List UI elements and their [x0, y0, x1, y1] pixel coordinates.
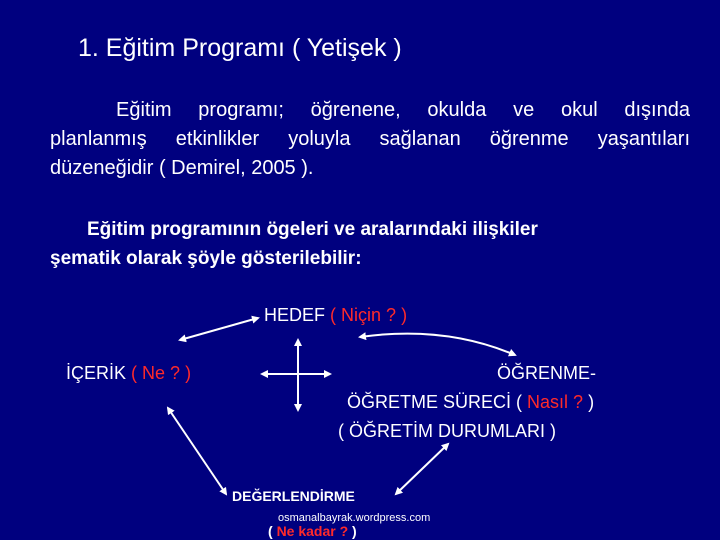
- arrow-icerik-hedef: [180, 318, 258, 340]
- definition-line-3: düzeneğidir ( Demirel, 2005 ).: [50, 157, 314, 179]
- arrow-icerik-degerlendirme: [168, 408, 226, 494]
- arrow-surec-degerlendirme: [396, 444, 448, 494]
- website-credit: osmanalbayrak.wordpress.com: [278, 512, 431, 524]
- node-surec-line1: ÖĞRENME-: [497, 363, 596, 383]
- intro-line-1: Eğitim programının ögeleri ve aralarındaki ilişkiler: [87, 219, 538, 240]
- node-degerlendirme-question: ( Ne kadar ? ): [268, 523, 357, 539]
- node-surec-line3: ( ÖĞRETİM DURUMLARI ): [338, 421, 556, 441]
- node-icerik: İÇERİK ( Ne ? ): [66, 363, 192, 383]
- arrow-hedef-surec: [360, 334, 515, 355]
- definition-line-1: Eğitim programı; öğrenene, okulda ve okul dışında: [116, 99, 690, 121]
- intro-line-2: şematik olarak şöyle gösterilebilir:: [50, 248, 362, 269]
- node-degerlendirme: DEĞERLENDİRME: [232, 488, 355, 504]
- node-hedef: HEDEF ( Niçin ? ): [264, 305, 408, 325]
- slide-title: 1. Eğitim Programı ( Yetişek ): [78, 34, 402, 62]
- definition-line-2: planlanmış etkinlikler yoluyla sağlanan öğrenme yaşantıları: [50, 128, 690, 150]
- node-surec-line2: ÖĞRETME SÜRECİ ( Nasıl ? ): [347, 392, 595, 412]
